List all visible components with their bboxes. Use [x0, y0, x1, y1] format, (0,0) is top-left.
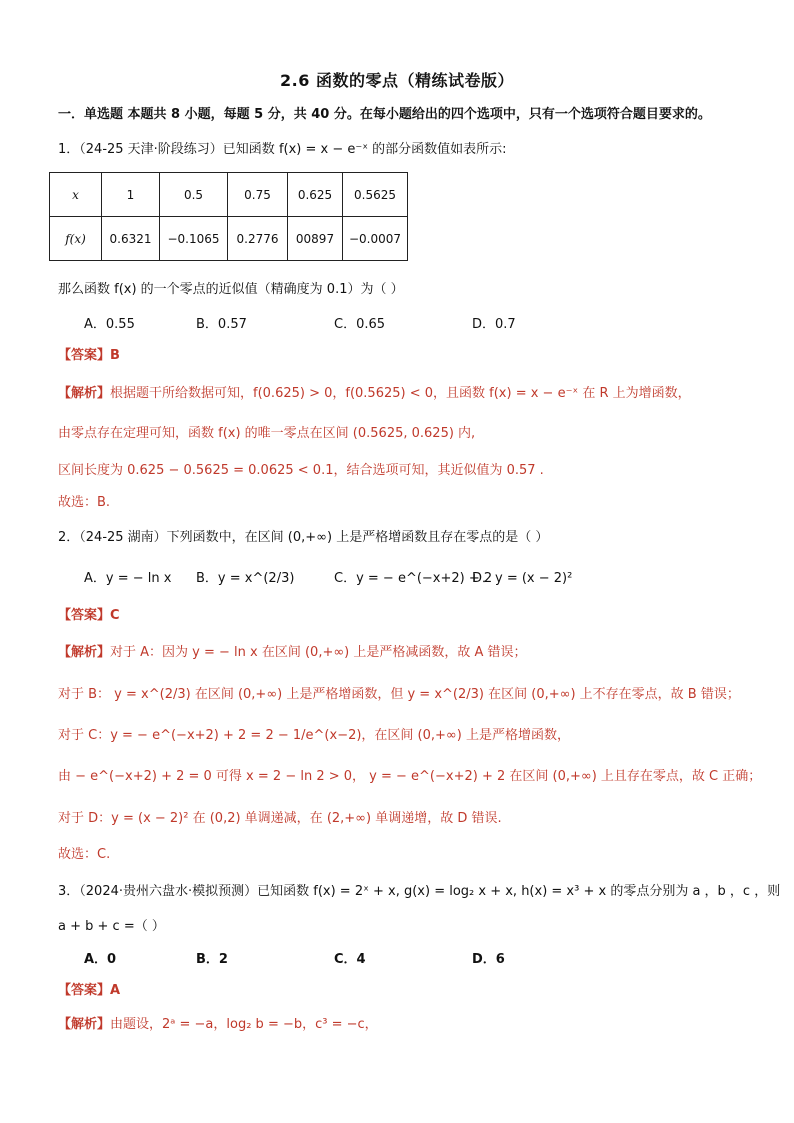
- q3-stem-2: a + b + c =（ ）: [58, 919, 165, 934]
- q3-option-d: D．6: [472, 952, 505, 967]
- q3-option-a: A．0: [84, 952, 117, 967]
- q2-stem: 2．（24-25 湖南）下列函数中，在区间 (0,+∞) 上是严格增函数且存在零点的是（ ）: [58, 530, 549, 545]
- q3-stem: 3．（2024·贵州六盘水·模拟预测）已知函数 f(x) = 2ˣ + x, g(x) = log₂ x + x, h(x) = x³ + x 的零点分别为 a ，b ，c ，则: [58, 884, 781, 899]
- page-title: 2.6 函数的零点（精练试卷版）: [280, 71, 514, 90]
- q1-question: 那么函数 f(x) 的一个零点的近似值（精确度为 0.1）为（ ）: [58, 282, 404, 297]
- q1-answer: [58, 347, 120, 365]
- q2-conclusion: 故选：C.: [58, 847, 111, 862]
- section-heading: 一．单选题 本题共 8 小题，每题 5 分，共 40 分。在每小题给出的四个选项中，只有一个选项符合题目要求的。: [58, 107, 711, 122]
- q1-analysis-1: [58, 385, 691, 403]
- answer-value: A: [110, 983, 121, 998]
- table-cell: 0.5625: [343, 173, 408, 217]
- q2-answer: [58, 607, 120, 625]
- table-cell: −0.0007: [343, 217, 408, 261]
- analysis-label: 【解析】: [58, 386, 111, 401]
- table-cell: 0.75: [228, 173, 288, 217]
- table-cell: f(x): [50, 217, 102, 261]
- q1-conclusion: 故选：B.: [58, 495, 111, 510]
- q1-stem: 1．（24-25 天津·阶段练习）已知函数 f(x) = x − e⁻ˣ 的部分函数值如表所示:: [58, 142, 507, 157]
- q3-option-c: C．4: [334, 952, 366, 967]
- q3-option-b: B．2: [196, 952, 228, 967]
- q1-value-table: [49, 172, 408, 261]
- q2-analysis-1: [58, 644, 527, 662]
- analysis-label: 【解析】: [58, 1017, 111, 1032]
- q2-option-a: A．y = − ln x: [84, 571, 172, 586]
- q2-option-c: C．y = − e^(−x+2) + 2: [334, 571, 493, 586]
- analysis-text: 根据题干所给数据可知，f(0.625) > 0，f(0.5625) < 0，且函数 f(x) = x − e⁻ˣ 在 R 上为增函数，: [110, 386, 691, 401]
- q3-answer: [58, 982, 120, 1000]
- q2-analysis-3: 对于 C：y = − e^(−x+2) + 2 = 2 − 1/e^(x−2)，在区间 (0,+∞) 上是严格增函数，: [58, 728, 570, 743]
- q1-option-a: A．0.55: [84, 317, 135, 332]
- table-cell: 1: [102, 173, 160, 217]
- q1-analysis-2: 由零点存在定理可知，函数 f(x) 的唯一零点在区间 (0.5625, 0.625) 内,: [58, 426, 476, 441]
- q3-analysis-1: [58, 1016, 378, 1034]
- q1-option-c: C．0.65: [334, 317, 386, 332]
- q1-analysis-3: 区间长度为 0.625 − 0.5625 = 0.0625 < 0.1，结合选项可知，其近似值为 0.57 .: [58, 463, 544, 478]
- q1-option-d: D．0.7: [472, 317, 516, 332]
- table-cell: 0.5: [160, 173, 228, 217]
- analysis-label: 【解析】: [58, 645, 111, 660]
- answer-label: 【答案】: [58, 608, 111, 623]
- q1-option-b: B．0.57: [196, 317, 247, 332]
- table-cell: 0.2776: [228, 217, 288, 261]
- table-cell: 0.625: [288, 173, 343, 217]
- answer-value: B: [110, 348, 120, 363]
- analysis-text: 对于 A：因为 y = − ln x 在区间 (0,+∞) 上是严格减函数，故 A 错误；: [110, 645, 527, 660]
- table-cell: x: [50, 173, 102, 217]
- answer-label: 【答案】: [58, 983, 111, 998]
- analysis-text: 由题设，2ᵃ = −a，log₂ b = −b，c³ = −c，: [110, 1017, 378, 1032]
- table-row: [50, 173, 408, 217]
- table-row: [50, 217, 408, 261]
- q2-analysis-4: 由 − e^(−x+2) + 2 = 0 可得 x = 2 − ln 2 > 0， y = − e^(−x+2) + 2 在区间 (0,+∞) 上且存在零点，故 C 正确；: [58, 769, 762, 784]
- answer-label: 【答案】: [58, 348, 111, 363]
- q2-analysis-5: 对于 D：y = (x − 2)² 在 (0,2) 单调递减，在 (2,+∞) 单调递增，故 D 错误.: [58, 811, 502, 826]
- table-cell: 0.6321: [102, 217, 160, 261]
- q2-option-b: B．y = x^(2/3): [196, 571, 295, 586]
- table-cell: 00897: [288, 217, 343, 261]
- answer-value: C: [110, 608, 120, 623]
- table-cell: −0.1065: [160, 217, 228, 261]
- q2-option-d: D．y = (x − 2)²: [472, 571, 573, 586]
- q2-analysis-2: 对于 B： y = x^(2/3) 在区间 (0,+∞) 上是严格增函数，但 y = x^(2/3) 在区间 (0,+∞) 上不存在零点，故 B 错误；: [58, 687, 740, 702]
